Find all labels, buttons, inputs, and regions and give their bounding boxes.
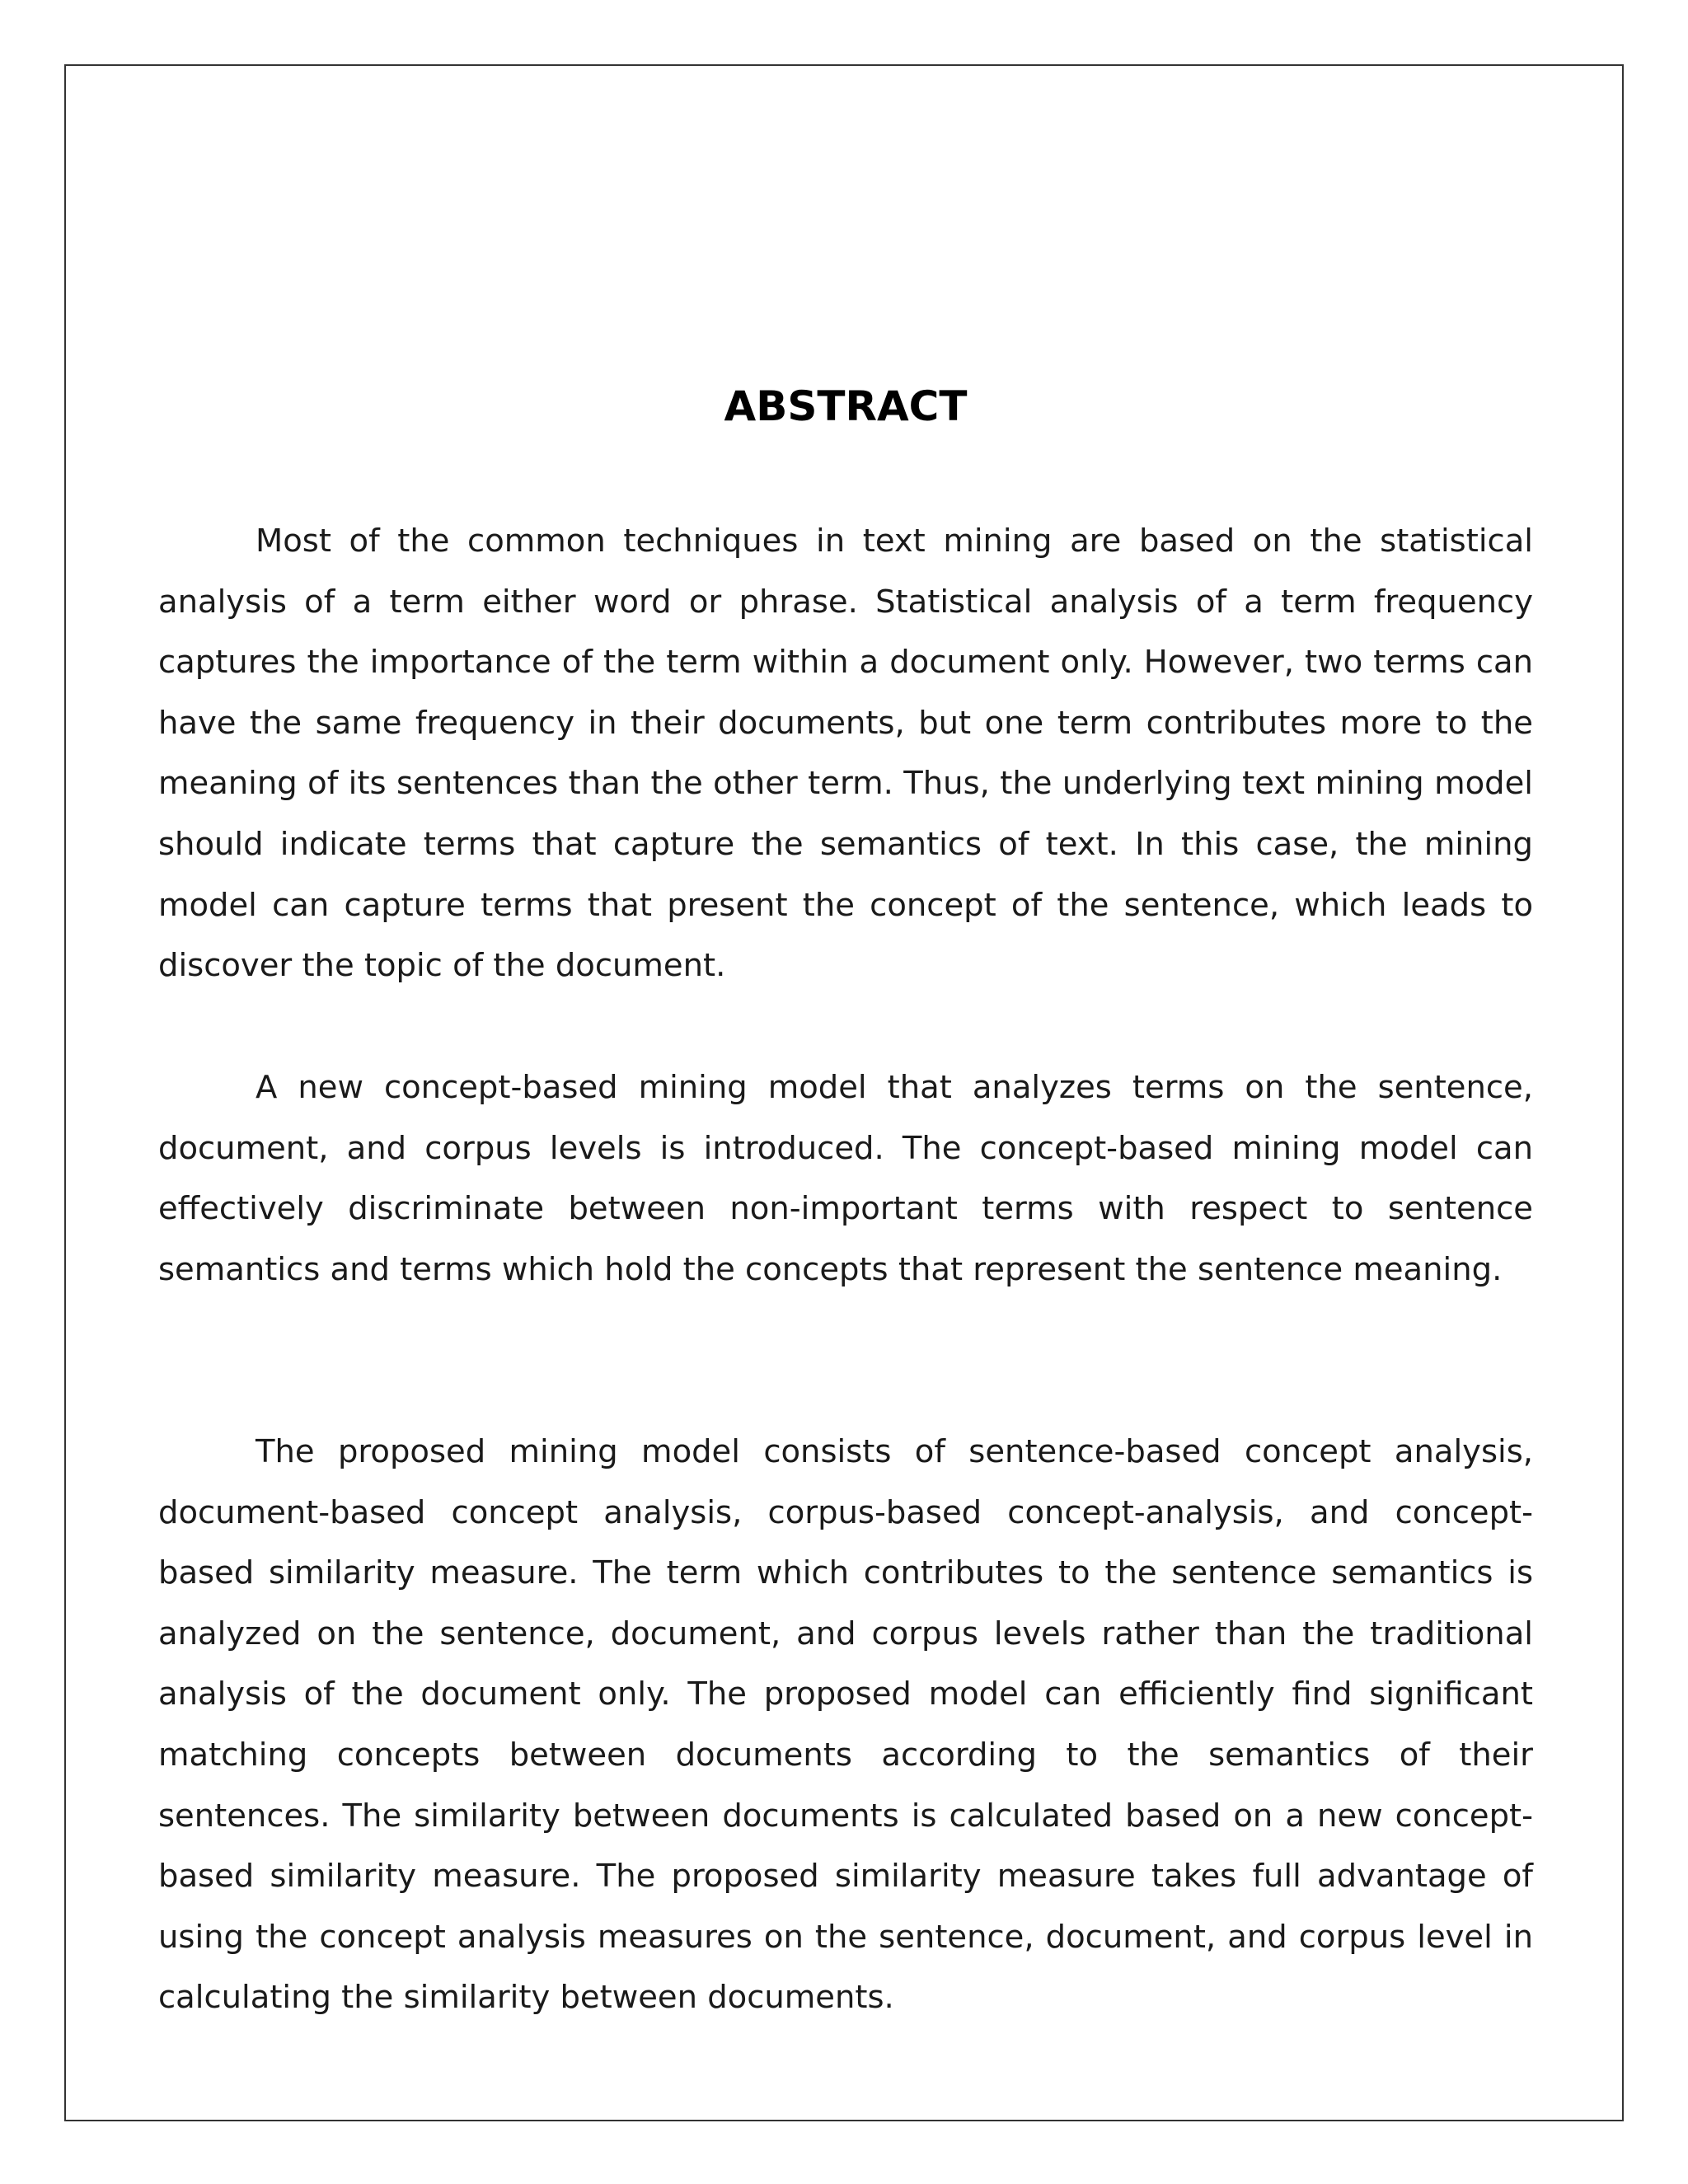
page-title: ABSTRACT: [724, 382, 968, 430]
abstract-paragraph-3: The proposed mining model consists of sentence-based concept analysis, document-based concept analysis, corpus-based concept-analysis, and concept-based similarity measure. The term which contributes to the sentence semantics is analyzed on the sentence, document, and corpus levels rather than the traditional analysis of the document only. The proposed model can efficiently find significant matching concepts between documents according to the semantics of their sentences. The similarity between documents is calculated based on a new concept-based similarity measure. The proposed similarity measure takes full advantage of using the concept analysis measures on the sentence, document, and corpus level in calculating the similarity between documents.: [158, 1433, 1533, 2017]
abstract-paragraph-1: Most of the common techniques in text mining are based on the statistical analysis of a term either word or phrase. Statistical analysis of a term frequency captures the importance of the term within a document only. However, two terms can have the same frequency in their documents, but one term contributes more to the meaning of its sentences than the other term. Thus, the underlying text mining model should indicate terms that capture the semantics of text. In this case, the mining model can capture terms that present the concept of the sentence, which leads to discover the topic of the document.: [158, 523, 1533, 985]
abstract-paragraph-2: A new concept-based mining model that analyzes terms on the sentence, document, and corpus levels is introduced. The concept-based mining model can effectively discriminate between non-important terms with respect to sentence semantics and terms which hold the concepts that represent the sentence meaning.: [158, 1069, 1533, 1288]
